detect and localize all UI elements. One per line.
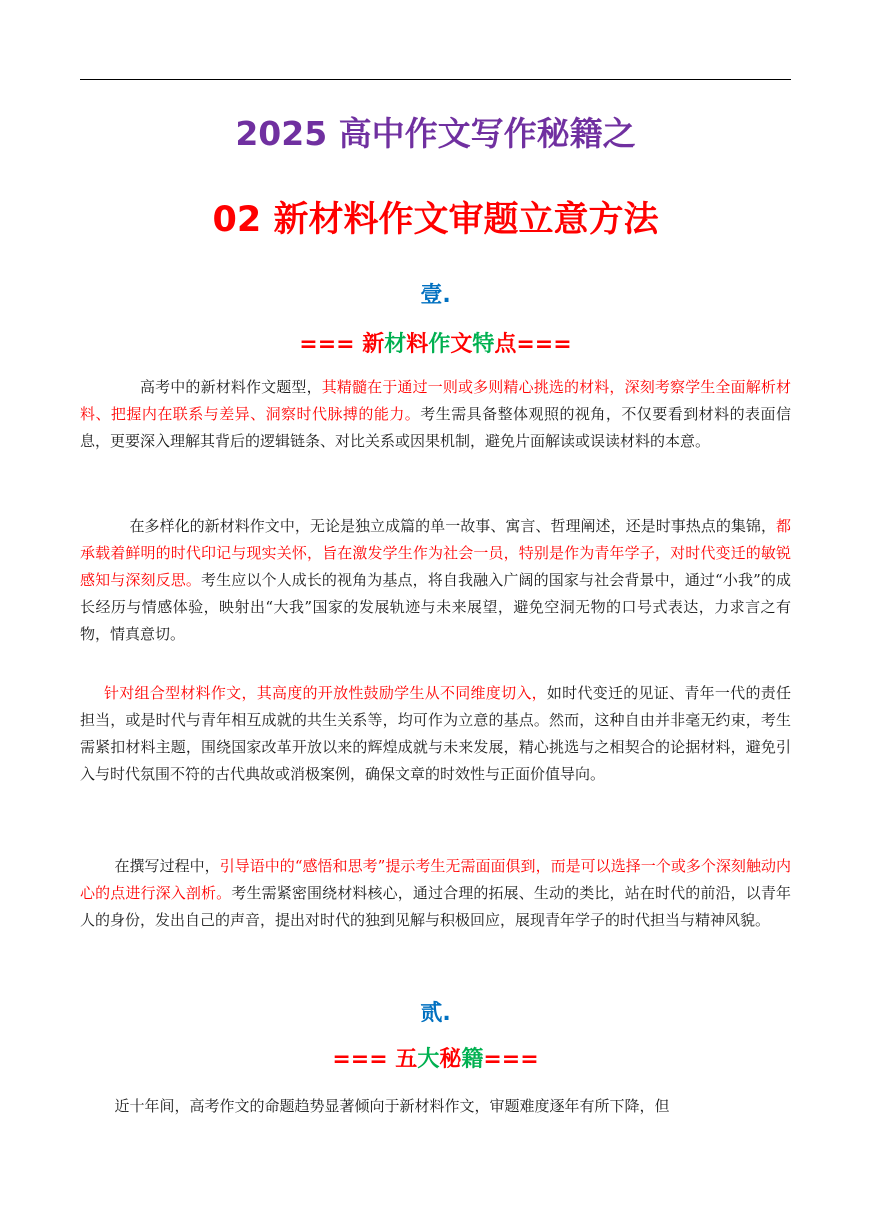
paragraph-highlight: 其精髓在于通过一则或多则精心挑选的材料，深刻考察学生全面解析材料、把握内在联系与差异、洞察时代脉搏的能力。	[80, 378, 791, 423]
heading-2-char: 秘	[439, 1047, 462, 1072]
paragraph-4	[80, 853, 791, 934]
heading-1-suffix: ===	[516, 332, 572, 357]
heading-1-char: 点	[494, 332, 517, 357]
paragraph-text: 考生应以个人成长的视角为基点，将自我融入广阔的国家与社会背景中，通过“小我”的成长经历与情感体验，映射出“大我”国家的发展轨迹与未来展望，避免空洞无物的口号式表达，力求言之有物，情真意切。	[80, 571, 791, 643]
paragraph-highlight: 引导语中的“感悟和思考”提示考生无需面面俱到，而是可以选择一个或多个深刻触动内心的点进行深入剖析。	[80, 857, 791, 902]
paragraph-highlight: 都承载着鲜明的时代印记与现实关怀，旨在激发学生作为社会一员，特别是作为青年学子，对时代变迁的敏锐感知与深刻反思。	[80, 517, 791, 589]
heading-2-prefix: ===	[332, 1047, 396, 1072]
paragraph-text: 在撰写过程中，	[114, 857, 220, 875]
paragraph-text: 高考中的新材料作文题型，	[140, 378, 322, 396]
heading-1-char: 新	[362, 332, 385, 357]
section-1-heading	[80, 330, 791, 360]
paragraph-text: 如时代变迁的见证、青年一代的责任担当，或是时代与青年相互成就的共生关系等，均可作为立意的基点。然而，这种自由并非毫无约束，考生需紧扣材料主题，围绕国家改革开放以来的辉煌成就与未来发展，精心挑选与之相契合的论据材料，避免引入与时代氛围不符的古代典故或消极案例，确保文章的时效性与正面价值导向。	[80, 684, 791, 783]
heading-2-char: 大	[417, 1047, 440, 1072]
paragraph-text: 考生需具备整体观照的视角，不仅要看到材料的表面信息，更要深入理解其背后的逻辑链条、对比关系或因果机制，避免片面解读或误读材料的本意。	[80, 405, 791, 450]
section-2-heading	[80, 1045, 791, 1075]
heading-2-suffix: ===	[483, 1047, 539, 1072]
section-2-number: 贰.	[420, 1001, 451, 1026]
section-1-number: 壹.	[420, 283, 451, 308]
header-rule	[80, 79, 791, 80]
heading-1-char: 特	[472, 332, 495, 357]
heading-2-char: 五	[395, 1047, 418, 1072]
paragraph-5	[80, 1093, 791, 1120]
heading-1-char: 文	[450, 332, 473, 357]
paragraph-1	[80, 374, 791, 455]
paragraph-2	[80, 513, 791, 648]
heading-1-char: 料	[406, 332, 429, 357]
heading-1-char: 作	[428, 332, 451, 357]
heading-2-char: 籍	[461, 1047, 484, 1072]
heading-1-char: 材	[384, 332, 407, 357]
document-title-line1: 2025 高中作文写作秘籍之	[235, 114, 636, 153]
paragraph-highlight: 针对组合型材料作文，其高度的开放性鼓励学生从不同维度切入，	[104, 684, 547, 702]
paragraph-text: 考生需紧密围绕材料核心，通过合理的拓展、生动的类比，站在时代的前沿，以青年人的身份，发出自己的声音，提出对时代的独到见解与积极回应，展现青年学子的时代担当与精神风貌。	[80, 884, 791, 929]
document-title-line2: 02 新材料作文审题立意方法	[212, 200, 659, 240]
paragraph-text: 在多样化的新材料作文中，无论是独立成篇的单一故事、寓言、哲理阐述，还是时事热点的集锦，	[129, 517, 776, 535]
paragraph-3	[80, 680, 791, 788]
heading-1-prefix: ===	[299, 332, 363, 357]
paragraph-text: 近十年间，高考作文的命题趋势显著倾向于新材料作文，审题难度逐年有所下降，但	[114, 1097, 670, 1115]
